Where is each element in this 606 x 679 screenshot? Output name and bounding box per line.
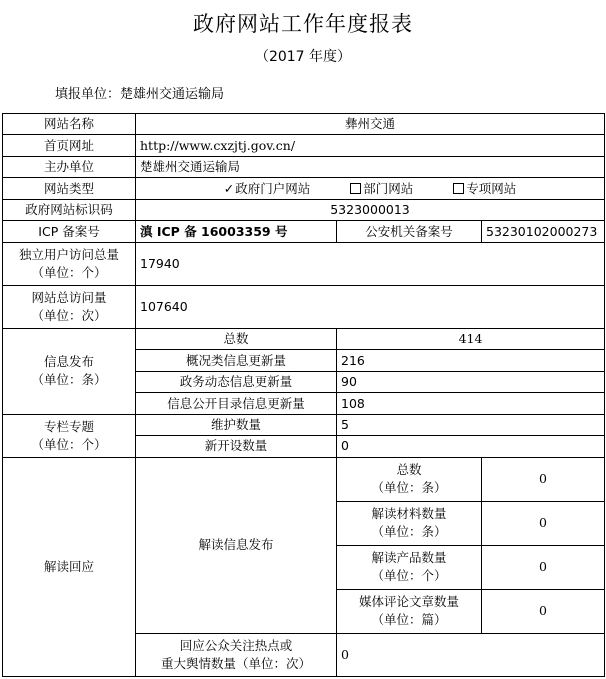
response-value: 0 [337, 633, 605, 676]
total-visits-label [3, 285, 136, 328]
info-item-label: 信息公开目录信息更新量 [136, 393, 337, 414]
filing-unit-value: 楚雄州交通运输局 [120, 87, 225, 102]
homepage-label: 首页网址 [3, 135, 136, 156]
site-type-option-label: 部门网站 [363, 180, 414, 196]
checkmark-icon: ✓ [223, 180, 235, 196]
site-type-option-department[interactable] [350, 180, 413, 198]
interp-item-value: 0 [482, 589, 605, 633]
site-id-label: 政府网站标识码 [3, 199, 136, 220]
filing-unit-label: 填报单位： [55, 87, 121, 102]
interp-item-label [337, 545, 482, 589]
report-year: （2017 年度） [254, 49, 352, 65]
checkbox-empty-icon [453, 183, 464, 194]
checkbox-empty-icon [350, 183, 361, 194]
response-label-line-2: 重大舆情数量（单位：次） [160, 655, 311, 671]
interp-item-unit: （单位：条） [371, 524, 447, 540]
filing-unit-line [55, 83, 224, 102]
site-type-option-portal[interactable] [224, 180, 311, 198]
columns-label [3, 414, 136, 457]
icp-label: ICP 备案号 [3, 221, 136, 242]
report-table [2, 113, 605, 677]
site-type-option-special[interactable] [453, 180, 516, 198]
unique-visitors-unit: （单位：个） [31, 264, 107, 280]
response-label [136, 633, 337, 676]
info-item-value: 108 [337, 393, 605, 414]
homepage-url[interactable]: http://www.cxzjtj.gov.cn/ [136, 135, 605, 156]
columns-unit: （单位：个） [31, 436, 107, 452]
info-item-value: 216 [337, 350, 605, 371]
interp-item-title: 解读材料数量 [371, 506, 447, 522]
row-site-id [3, 199, 605, 220]
info-item-label: 总数 [136, 328, 337, 349]
interp-item-value: 0 [482, 545, 605, 589]
site-id-value: 5323000013 [136, 199, 605, 220]
interp-item-title: 解读产品数量 [371, 550, 447, 566]
row-site-name [3, 114, 605, 135]
sponsor-value: 楚雄州交通运输局 [136, 156, 605, 177]
row-info-total [3, 328, 605, 349]
site-name-value: 彝州交通 [136, 114, 605, 135]
total-visits-title: 网站总访问量 [31, 289, 107, 305]
unique-visitors-title: 独立用户访问总量 [18, 246, 119, 262]
interp-item-unit: （单位：条） [371, 480, 447, 496]
columns-item-value: 5 [337, 414, 605, 435]
interp-item-unit: （单位：个） [371, 568, 447, 584]
site-type-label: 网站类型 [3, 178, 136, 199]
columns-item-label: 维护数量 [136, 414, 337, 435]
row-columns-maintained [3, 414, 605, 435]
site-type-options [136, 178, 605, 199]
site-type-option-label: 专项网站 [466, 180, 517, 196]
columns-item-value: 0 [337, 436, 605, 457]
row-sponsor [3, 156, 605, 177]
info-item-label: 政务动态信息更新量 [136, 371, 337, 392]
unique-visitors-value: 17940 [136, 242, 605, 285]
interp-item-label [337, 457, 482, 501]
unique-visitors-label [3, 242, 136, 285]
icp-value: 滇 ICP 备 16003359 号 [136, 221, 337, 242]
info-release-label [3, 328, 136, 414]
info-release-title: 信息发布 [43, 354, 94, 370]
site-type-option-label: 政府门户网站 [235, 180, 311, 196]
sponsor-label: 主办单位 [3, 156, 136, 177]
row-icp [3, 221, 605, 242]
interp-item-label [337, 589, 482, 633]
row-unique-visitors [3, 242, 605, 285]
psb-label: 公安机关备案号 [337, 221, 482, 242]
total-visits-value: 107640 [136, 285, 605, 328]
row-homepage [3, 135, 605, 156]
info-item-value: 414 [337, 328, 605, 349]
interp-item-title: 媒体评论文章数量 [358, 594, 459, 610]
interp-item-label [337, 501, 482, 545]
row-interp-total [3, 457, 605, 501]
response-label-line-1: 回应公众关注热点或 [179, 637, 293, 653]
site-name-label: 网站名称 [3, 114, 136, 135]
interp-item-title: 总数 [396, 462, 422, 478]
interp-item-unit: （单位：篇） [371, 612, 447, 628]
interp-item-value: 0 [482, 501, 605, 545]
row-site-type [3, 178, 605, 199]
columns-item-label: 新开设数量 [136, 436, 337, 457]
report-title: 政府网站工作年度报表 [193, 12, 413, 36]
columns-title: 专栏专题 [43, 418, 94, 434]
info-item-label: 概况类信息更新量 [136, 350, 337, 371]
total-visits-unit: （单位：次） [31, 307, 107, 323]
info-release-unit: （单位：条） [31, 372, 107, 388]
interpretation-release-label: 解读信息发布 [136, 457, 337, 633]
row-total-visits [3, 285, 605, 328]
info-item-value: 90 [337, 371, 605, 392]
interp-item-value: 0 [482, 457, 605, 501]
interpretation-label: 解读回应 [3, 457, 136, 676]
psb-value: 53230102000273 [482, 221, 605, 242]
